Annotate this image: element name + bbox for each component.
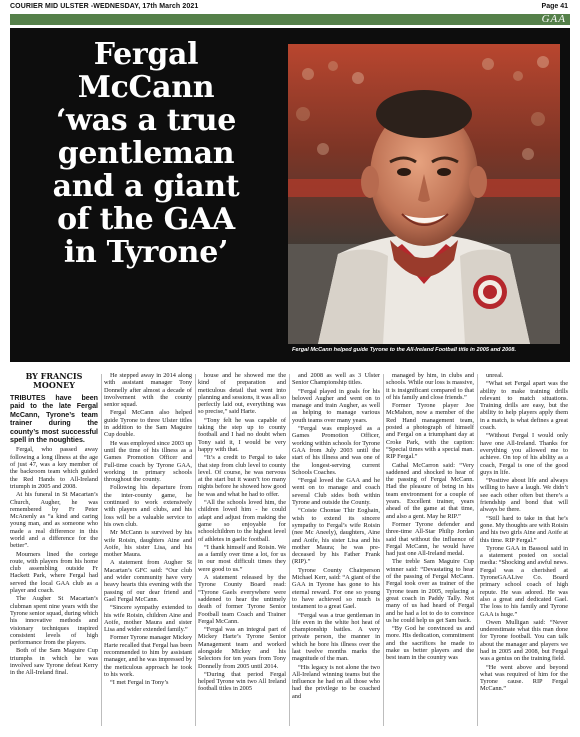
paragraph: managed by him, in clubs and schools. While our loss is massive, it is insignificant compared to that of his family and close friends.” — [386, 372, 474, 401]
paragraph: Cathal McCarron said: “Very saddened and shocked to hear of the passing of Fergal McCann. Had the pleasure of being in his team environment for a couple of years. Excellent trainer, years ahead of the game at that time, and also a gent. May he RIP.” — [386, 461, 474, 520]
portrait-photo — [288, 44, 560, 344]
paragraph: house and he showed me the kind of preparation and meticulous detail that went into planning and sessions, it was all so perfectly laid out, everything was so precise,” said Harte. — [198, 372, 286, 416]
paragraph: Tyrone GAA in Bassoul said in a statement posted on social media: “Shocking and awful news. Fergal was a cherished at TyroneGAALive Co. Board primary school coach of high repute. He was adored. He was also a great and dedicated Gael. The loss to his family and Tyrone GAA is huge.” — [480, 544, 568, 618]
paragraph: “Without Fergal I would only have one All-Ireland. Thanks for everything you allowed me to achieve. On top of his ability as a coach, Fergal is one of the good guys in life. — [480, 432, 568, 476]
paragraph: “Fergal was an integral part of Mickey Harte’s Tyrone Senior Management team and worked alongside Mickey and his Selectors for ten years from Tony Donnelly from 2005 until 2014. — [198, 626, 286, 670]
headline — [16, 38, 276, 269]
headline-line: in Tyrone’ — [63, 235, 229, 270]
headline-line: Fergal — [93, 37, 199, 72]
paragraph: Mr McCann is survived by his wife Roisin, daughters Aine and Aoife, his sister Lisa, and his mother Maura. — [104, 529, 192, 559]
paragraph: Fergal McCann also helped guide Tyrone to three Ulster titles in addition to the Sam Maguire Cup double. — [104, 409, 192, 439]
paragraph: “Coiste Chontae Thir Eoghain, wish to extend its sincere sympathy to Fergal’s wife Roisin (nee Mc Aneely), daughters, Aine and Aoife, his sister Lisa and his mother Maura; he was pre-deceased by his Father Frank (RIP).” — [292, 507, 380, 566]
paragraph: unreal. — [486, 372, 504, 379]
article-column-3 — [198, 372, 286, 694]
paragraph: “I met Fergal in Tony’s — [110, 679, 169, 687]
headline-line: McCann — [77, 70, 215, 105]
paragraph: Former Tyrone manager Mickey Harte recalled that Fergal has been recommended to him by assistant manager, and he was impressed by the meticulous approach he took to his work. — [104, 634, 192, 678]
headline-line: gentleman — [57, 136, 235, 171]
paragraph: “Still hard to take in that he’s gone. My thoughts are with Roisin and his two girls Aine and Aoife at this time. RIP Fergal.” — [480, 514, 568, 544]
paragraph: “All the schools loved him, the children loved him - he could adapt and adjust from making the game so enjoyable for schoolchildren to the highest level of athletes in gaelic football. — [198, 499, 286, 543]
article-body — [10, 372, 570, 730]
paragraph: “Fergal was employed as a Games Promotion Officer, working within schools for Tyrone GAA from July 2003 until the start of his illness and was one of the longest-serving current Schools Coaches. — [292, 425, 380, 476]
portrait-illustration — [288, 44, 560, 344]
section-band — [10, 14, 570, 25]
paragraph: The Augher St Macartan’s clubman spent nine years with the Tyrone senior squad, during which his innovative methods and visionary techniques inspired consistent levels of high performance from the players. — [10, 595, 98, 647]
paragraph: He stepped away in 2014 along with assistant manager Tony Donnelly after almost a decade of involvement with the county senior squad. — [104, 372, 192, 409]
article-column-5 — [386, 372, 474, 663]
paragraph: Tyrone County Chairperson Michael Kerr, said: “A giant of the GAA in Tyrone has gone to his eternal reward. For one so young to have achieved so much is testament to a great Gael. — [292, 566, 380, 611]
paragraph: “Tony felt he was capable of taking the step up to county football and I had no doubt when Tony said it, I would be very happy with that. — [198, 416, 286, 453]
paragraph: Owen Mulligan said: “Never underestimate what this man done for Tyrone football. You can talk about the manager and players we had in 2005 and 2008, but Fergal was a genius on the training field. — [480, 618, 568, 663]
headline-line: of the GAA — [57, 202, 235, 237]
paragraph: A statement released by the Tyrone County Board read: “Tyrone Gaels everywhere were saddened to hear the untimely death of former Tyrone Senior Football team Coach and Trainer Fergal McCann. — [198, 574, 286, 625]
paragraph: “Fergal loved the GAA and he went on to manage and coach several Club sides both within Tyrone and outside the County. — [292, 477, 380, 507]
column-divider — [289, 374, 290, 726]
section-label: GAA — [541, 13, 566, 25]
publication-line: COURIER MID ULSTER -WEDNESDAY, 17th March 2021 — [10, 3, 199, 10]
paragraph: “Sincere sympathy extended to his wife Roisin, children Aine and Aoife, mother Maura and sister Lisa and wider extended family.” — [104, 604, 192, 634]
paragraph: At his funeral in St Macartan’s Church, Augher, he was remembered by Fr Peter McAnenly as “a kind and caring young man, and as someone who made a real difference in this world and a difference for the better”. — [10, 491, 98, 550]
headline-line: and a giant — [52, 169, 240, 204]
headline-line: ‘was a true — [55, 103, 237, 138]
paragraph: Former Tyrone player Joe McMahon, now a member of the Red Hand management team, posted a photograph of himself and Fergal on a triumphant day at Croke Park, with the caption: “Special times with a special man. RIP Fergal.” — [386, 402, 474, 461]
paragraph: “He went above and beyond what was required of him for the Tyrone cause. RIP Fergal McCann.” — [480, 663, 568, 693]
paragraph: “Fergal played in goals for his beloved Augher and went on to manage and train Augher, as well as helping to manage various youth teams over many years. — [292, 387, 380, 424]
byline — [10, 372, 98, 390]
paragraph: The treble Sam Maguire Cup winner said: “Devastating to hear of the passing of Fergal McCann. Fergal took over as trainer of the Tyrone team in 2005, replacing a great coach in Paddy Tally. Not many of us had heard of Fergal and he had a lot to do to convince us he could help us get Sam back. — [386, 558, 474, 624]
column-divider — [195, 374, 196, 726]
paragraph: A statement from Augher St Macartan’s GFC said: “Our club and wider community have very heavy hearts this evening with the passing of our dear friend and Gael Fergal McCann. — [104, 559, 192, 603]
column-divider — [101, 374, 102, 726]
paragraph: “During that period Fergal helped Tyrone win two All Ireland football titles in 2005 — [198, 670, 286, 693]
article-column-4 — [292, 372, 380, 701]
article-column-6 — [480, 372, 568, 694]
paragraph: Mourners lined the cortege route, with players from his home club assembling outside Fr Hackett Park, where Fergal had served the local GAA club as a player and coach. — [10, 550, 98, 595]
paragraph: “I thank himself and Roisin. We as a family over time a lot, for us in our most difficult times they were good to us.” — [198, 543, 286, 573]
byline-line: BY FRANCIS — [25, 372, 83, 381]
paragraph: “What set Fergal apart was the ability to make training drills relevant to match situations. Training drills are easy, but the ability to help players apply them in a match, is what defines a great coach. — [480, 380, 568, 432]
paragraph: “By God he convinced us and more. His dedication, commitment and the sacrifices he made to make us better players and the best team in the country was — [386, 625, 474, 662]
column-divider — [477, 374, 478, 726]
article-column-1 — [10, 372, 98, 678]
column-divider — [383, 374, 384, 726]
article-lead: TRIBUTES have been paid to the late Fergal McCann, Tyrone’s team trainer during the county’s most successful spell in the noughties. — [10, 394, 98, 445]
article-column-2 — [104, 372, 192, 687]
paragraph: He was employed since 2003 up until the time of his illness as a Games Promotion Officer and Full-time coach by Tyrone GAA, working in primary schools throughout the county. — [104, 439, 192, 484]
paragraph: “Fergal was a true gentleman in life even in the white hot heat of championship battles. A very private person, the manner in which he bore his illness over the last twelve months marks the magnitude of the man. — [292, 611, 380, 663]
paragraph: “Positive about life and always willing to have a laugh. We didn’t see each other often but there’s a friendship and bond that will always be there. — [480, 477, 568, 514]
paragraph: and 2008 as well as 3 Ulster Senior Championship titles. — [292, 372, 380, 387]
paragraph: Former Tyrone defender and three-time All-Star Philip Jordan said that without the influence of Fergal McCann, he would have had just one All-Ireland medal. — [386, 520, 474, 558]
paragraph: “It’s a credit to Fergal to take that step from club level to county level. Of course, he was nervous at the start but it wasn’t too many nights before he showed how good he was and what he had to offer. — [198, 454, 286, 498]
photo-caption: Fergal McCann helped guide Tyrone to the All-Ireland Football title in 2005 and 2008. — [292, 347, 516, 353]
paragraph: “His legacy is not alone the two All-Ireland winning teams but the influence he had on all those who had the privilege to be coached and — [292, 663, 380, 700]
paragraph: Following his departure from the inter-county game, he continued to work extensively with players and clubs, and his loss will be a valuable service to his own club. — [104, 484, 192, 528]
paragraph: Fergal, who passed away following a long illness at the age of just 47, was a key member of the backroom team which guided the Red Hands to All-Ireland triumph in 2005 and 2008. — [10, 446, 98, 490]
page-number: Page 41 — [541, 3, 568, 10]
byline-line: MOONEY — [33, 380, 75, 390]
paragraph: Both of the Sam Maguire Cup triumphs in which he was involved saw Tyrone defeat Kerry in the All-Ireland final. — [10, 647, 98, 677]
